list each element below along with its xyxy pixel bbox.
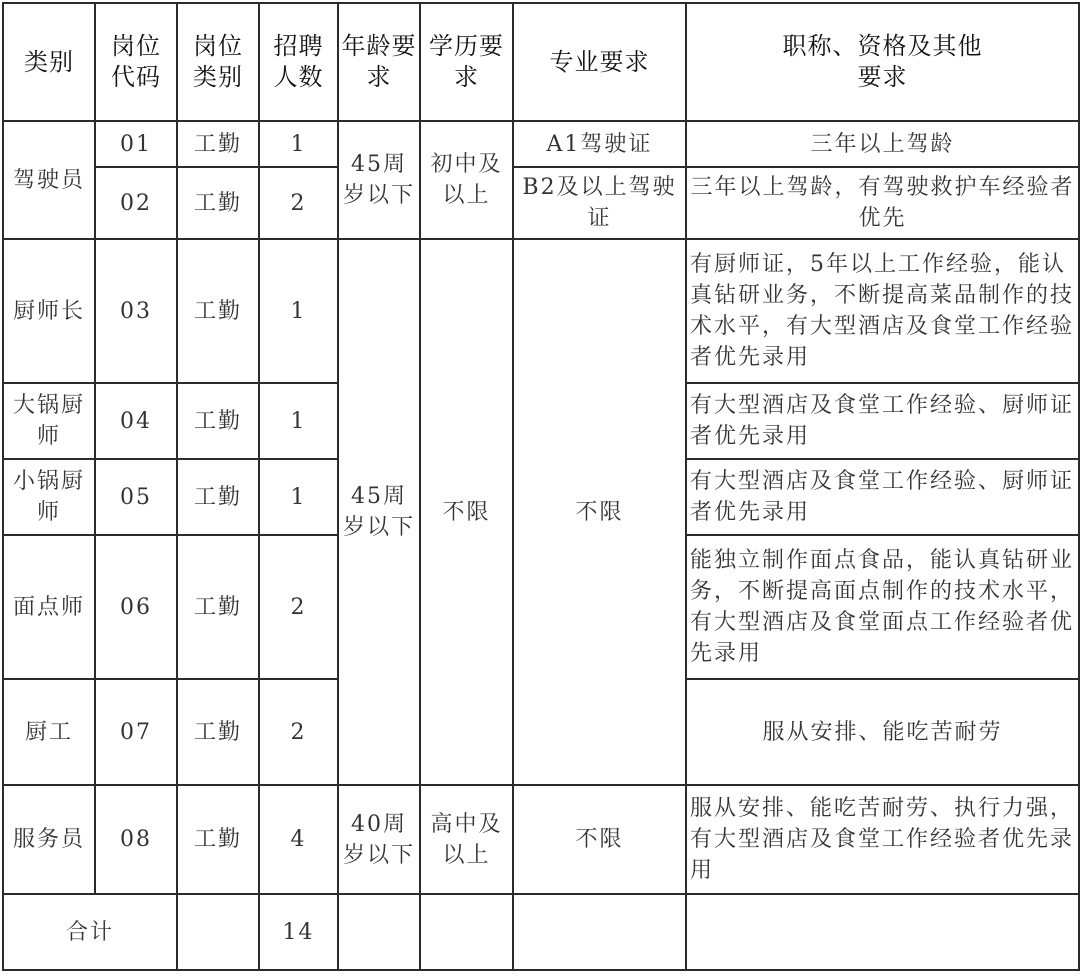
count-cell: 2 [259,535,338,679]
count-cell: 1 [259,121,338,167]
other-requirements-cell: 三年以上驾龄 [686,121,1079,167]
empty-cell [686,894,1079,970]
post-code-cell: 08 [95,785,177,894]
header-post-code-text: 岗位代码 [111,32,161,91]
age-text: 45周岁以下 [342,484,415,540]
header-recruit-count-text: 招聘人数 [273,32,324,91]
post-code-cell: 07 [95,679,177,785]
major-cell [513,167,686,239]
count-cell: 2 [259,167,338,239]
education-cell: 不限 [420,239,513,785]
recruitment-table [2,2,1080,971]
post-type-cell: 工勤 [177,383,259,459]
education-cell [420,785,513,894]
header-age [338,3,420,121]
post-code-cell: 01 [95,121,177,167]
post-code-cell: 05 [95,459,177,535]
header-education [420,3,513,121]
category-cell [3,459,95,535]
education-cell [420,121,513,239]
header-recruit-count [259,3,338,121]
age-text: 40周岁以下 [342,811,415,868]
empty-cell [513,894,686,970]
header-post-type-text: 岗位类别 [193,32,243,91]
header-category: 类别 [3,3,95,121]
empty-cell [177,894,259,970]
post-type-cell: 工勤 [177,239,259,383]
other-requirements-cell: 服从安排、能吃苦耐劳、执行力强，有大型酒店及食堂工作经验者优先录用 [686,785,1079,894]
other-requirements-cell: 服从安排、能吃苦耐劳 [686,679,1079,785]
post-type-cell: 工勤 [177,679,259,785]
category-cell: 驾驶员 [3,121,95,239]
education-text: 初中及以上 [430,152,503,208]
education-text: 高中及以上 [430,811,503,868]
age-text: 45周岁以下 [342,152,415,208]
other-requirements-cell: 能独立制作面点食品，能认真钻研业务，不断提高面点制作的技术水平，有大型酒店及食堂面点工作经验者优先录用 [686,535,1079,679]
age-cell [338,785,420,894]
total-count: 14 [259,894,338,970]
other-requirements-cell: 有大型酒店及食堂工作经验、厨师证者优先录用 [686,383,1079,459]
other-requirements-cell: 有大型酒店及食堂工作经验、厨师证者优先录用 [686,459,1079,535]
header-title-other [686,3,1079,121]
category-text: 大锅厨师 [12,393,85,449]
category-cell: 厨工 [3,679,95,785]
post-type-cell: 工勤 [177,121,259,167]
category-cell: 面点师 [3,535,95,679]
header-age-text: 年龄要求 [341,32,417,91]
major-cell: 不限 [513,785,686,894]
header-major: 专业要求 [513,3,686,121]
post-type-cell: 工勤 [177,785,259,894]
post-code-cell: 06 [95,535,177,679]
major-cell: A1驾驶证 [513,121,686,167]
category-cell: 厨师长 [3,239,95,383]
header-row [3,3,1079,121]
post-code-cell: 04 [95,383,177,459]
count-cell: 1 [259,459,338,535]
category-text: 小锅厨师 [12,469,85,525]
header-education-text: 学历要求 [429,32,504,91]
age-cell [338,239,420,785]
header-post-code [95,3,177,121]
count-cell: 1 [259,239,338,383]
header-title-other-text: 职称、资格及其他要求 [782,32,983,91]
table-row [3,167,1079,239]
table-row [3,239,1079,383]
major-text: B2及以上驾驶证 [522,175,677,231]
category-cell: 服务员 [3,785,95,894]
count-cell: 1 [259,383,338,459]
other-requirements-cell: 三年以上驾龄，有驾驶救护车经验者优先 [686,167,1079,239]
table-row [3,121,1079,167]
empty-cell [338,894,420,970]
count-cell: 4 [259,785,338,894]
header-post-type [177,3,259,121]
empty-cell [420,894,513,970]
total-label: 合计 [3,894,177,970]
major-cell: 不限 [513,239,686,785]
age-cell [338,121,420,239]
count-cell: 2 [259,679,338,785]
post-type-cell: 工勤 [177,459,259,535]
category-cell [3,383,95,459]
table-row [3,785,1079,894]
post-type-cell: 工勤 [177,535,259,679]
total-row [3,894,1079,970]
other-requirements-cell: 有厨师证，5年以上工作经验，能认真钻研业务，不断提高菜品制作的技术水平，有大型酒店及食堂工作经验者优先录用 [686,239,1079,383]
post-type-cell: 工勤 [177,167,259,239]
post-code-cell: 03 [95,239,177,383]
post-code-cell: 02 [95,167,177,239]
